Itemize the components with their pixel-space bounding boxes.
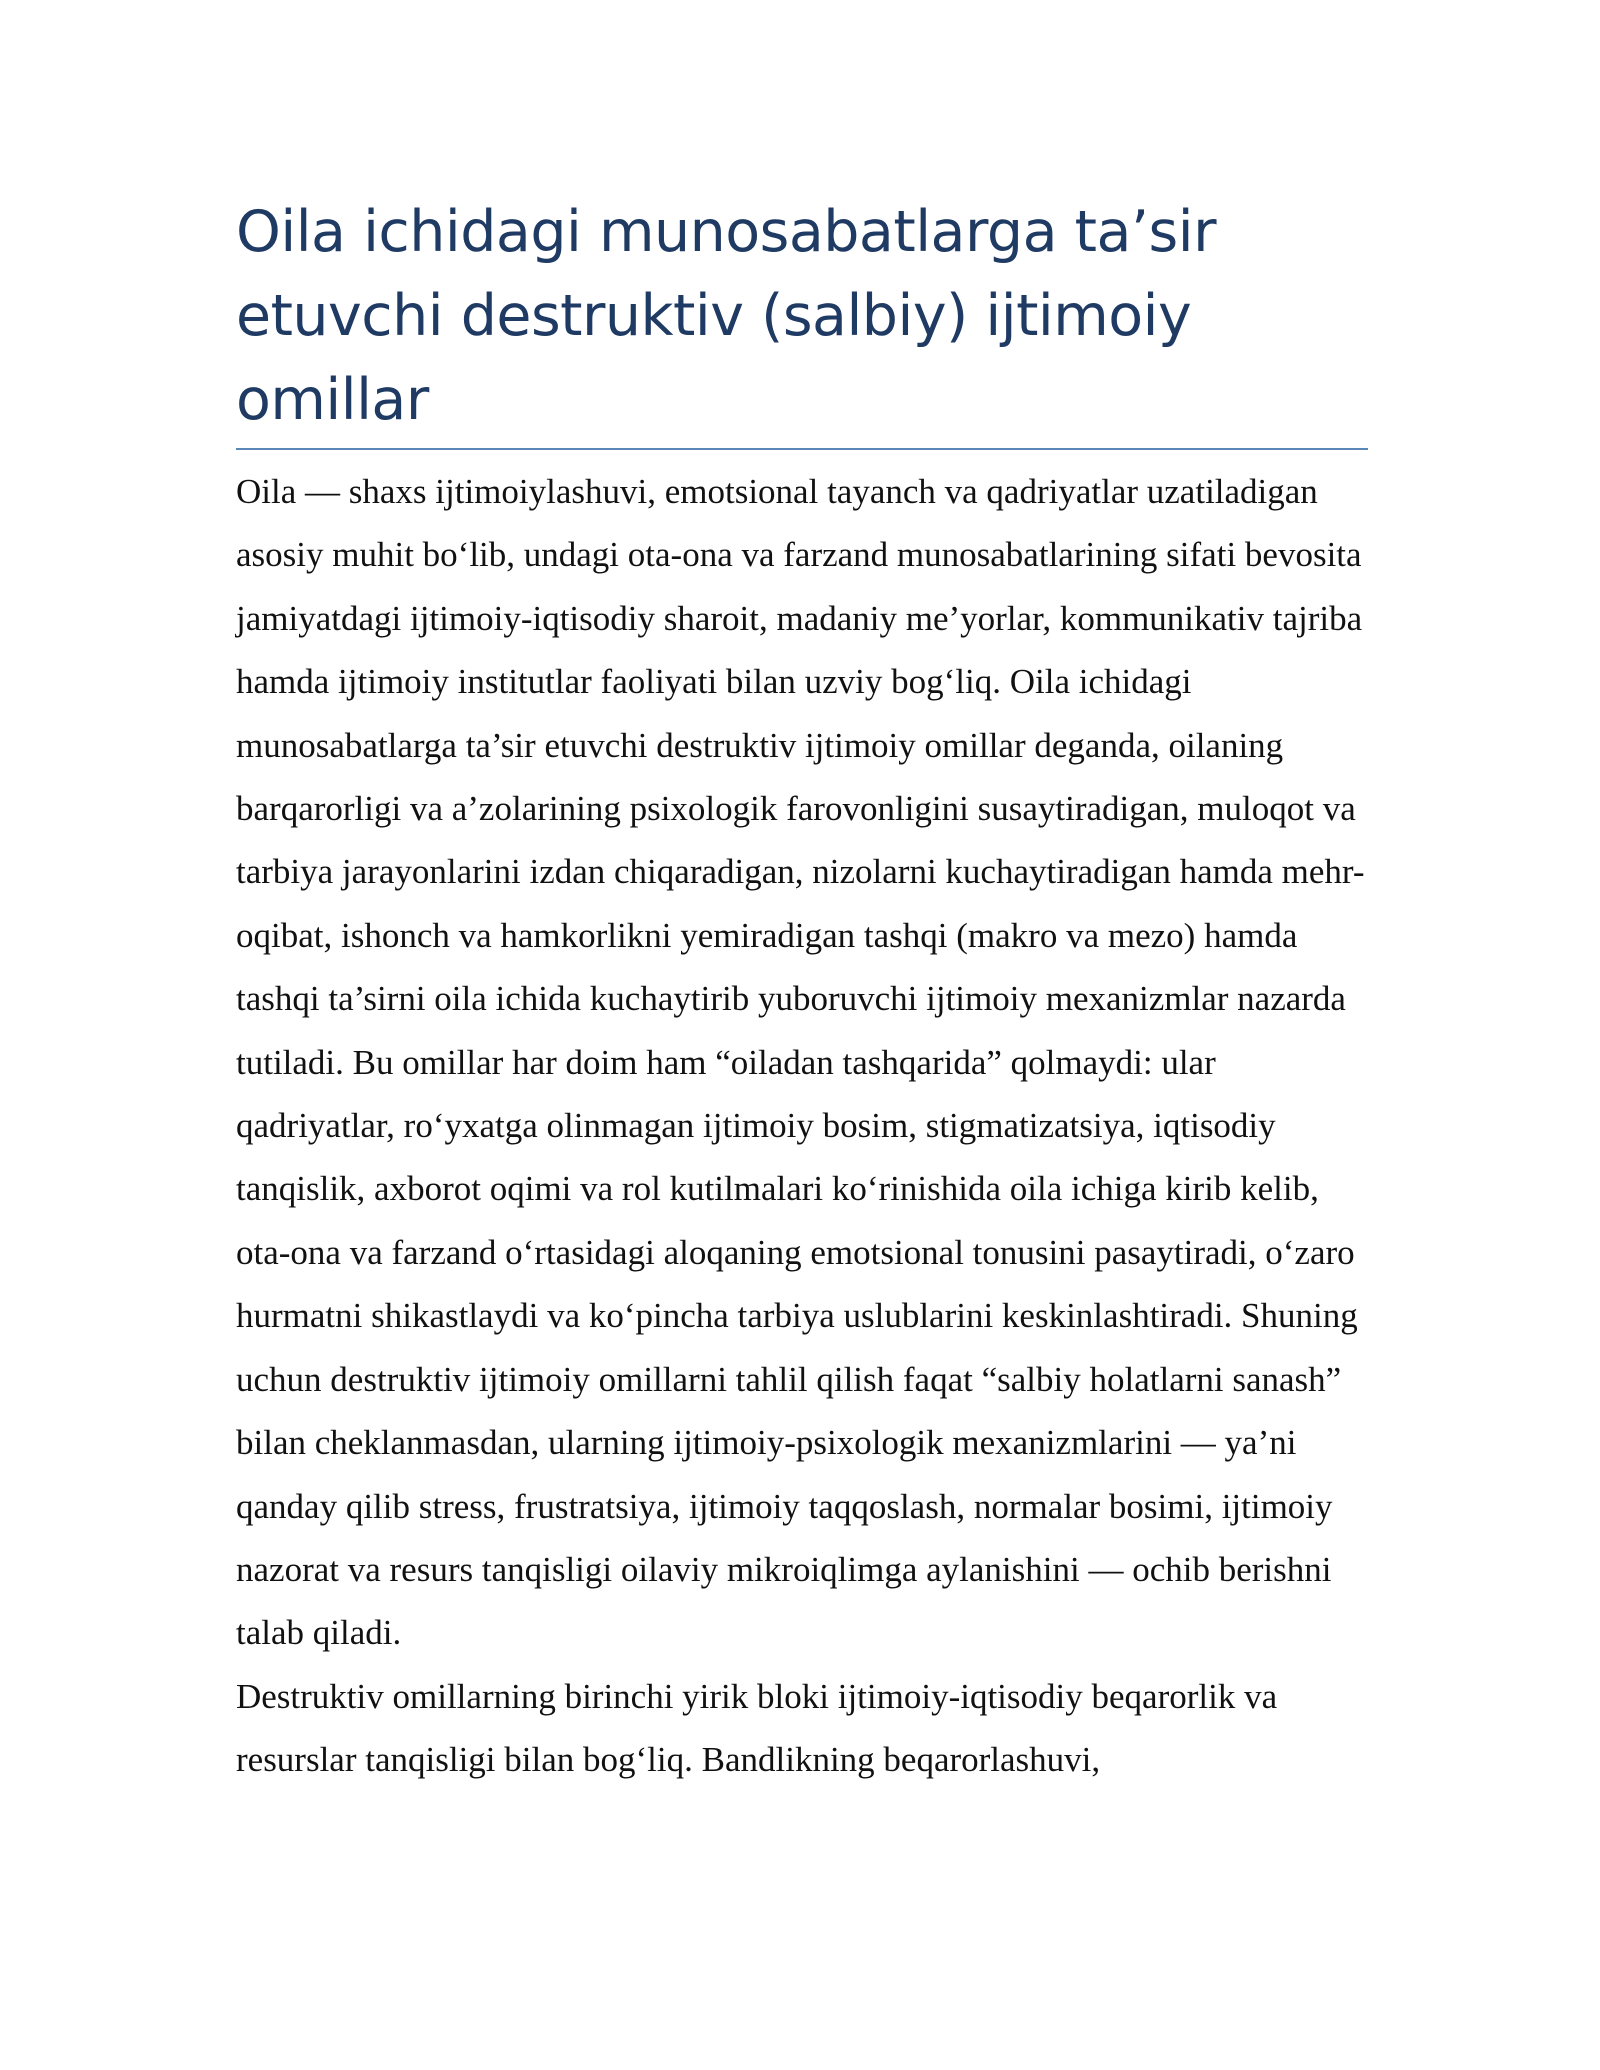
document-body [236, 460, 1376, 1792]
title-underline-divider [236, 448, 1368, 450]
document-title: Oila ichidagi munosabatlarga ta’sir etuvchi destruktiv (salbiy) ijtimoiy omillar [236, 199, 1216, 433]
paragraph-1: Oila — shaxs ijtimoiylashuvi, emotsional tayanch va qadriyatlar uzatiladigan asosiy muhit bo‘lib, undagi ota-ona va farzand munosabatlarining sifati bevosita jamiyatdagi ijtimoiy-iqtisodiy sharoit, madaniy me’yorlar, kommunikativ tajriba hamda ijtimoiy institutlar faoliyati bilan uzviy bog‘liq. Oila ichidagi munosabatlarga ta’sir etuvchi destruktiv ijtimoiy omillar deganda, oilaning barqarorligi va a’zolarining psixologik farovonligini susaytiradigan, muloqot va tarbiya jarayonlarini izdan chiqaradigan, nizolarni kuchaytiradigan hamda mehr-oqibat, ishonch va hamkorlikni yemiradigan tashqi (makro va mezo) hamda tashqi ta’sirni oila ichida kuchaytirib yuboruvchi ijtimoiy mexanizmlar nazarda tutiladi. Bu omillar har doim ham “oiladan tashqarida” qolmaydi: ular qadriyatlar, ro‘yxatga olinmagan ijtimoiy bosim, stigmatizatsiya, iqtisodiy tanqislik, axborot oqimi va rol kutilmalari ko‘rinishida oila ichiga kirib kelib, ota-ona va farzand o‘rtasidagi aloqaning emotsional tonusini pasaytiradi, o‘zaro hurmatni shikastlaydi va ko‘pincha tarbiya uslublarini keskinlashtiradi. Shuning uchun destruktiv ijtimoiy omillarni tahlil qilish faqat “salbiy holatlarni sanash” bilan cheklanmasdan, ularning ijtimoiy-psixologik mexanizmlarini — ya’ni qanday qilib stress, frustratsiya, ijtimoiy taqqoslash, normalar bosimi, ijtimoiy nazorat va resurs tanqisligi oilaviy mikroiqlimga aylanishini — ochib berishni talab qiladi. [236, 472, 1365, 1653]
paragraph-2: Destruktiv omillarning birinchi yirik bloki ijtimoiy-iqtisodiy beqarorlik va resurslar tanqisligi bilan bog‘liq. Bandlikning beqarorlashuvi, [236, 1676, 1278, 1780]
